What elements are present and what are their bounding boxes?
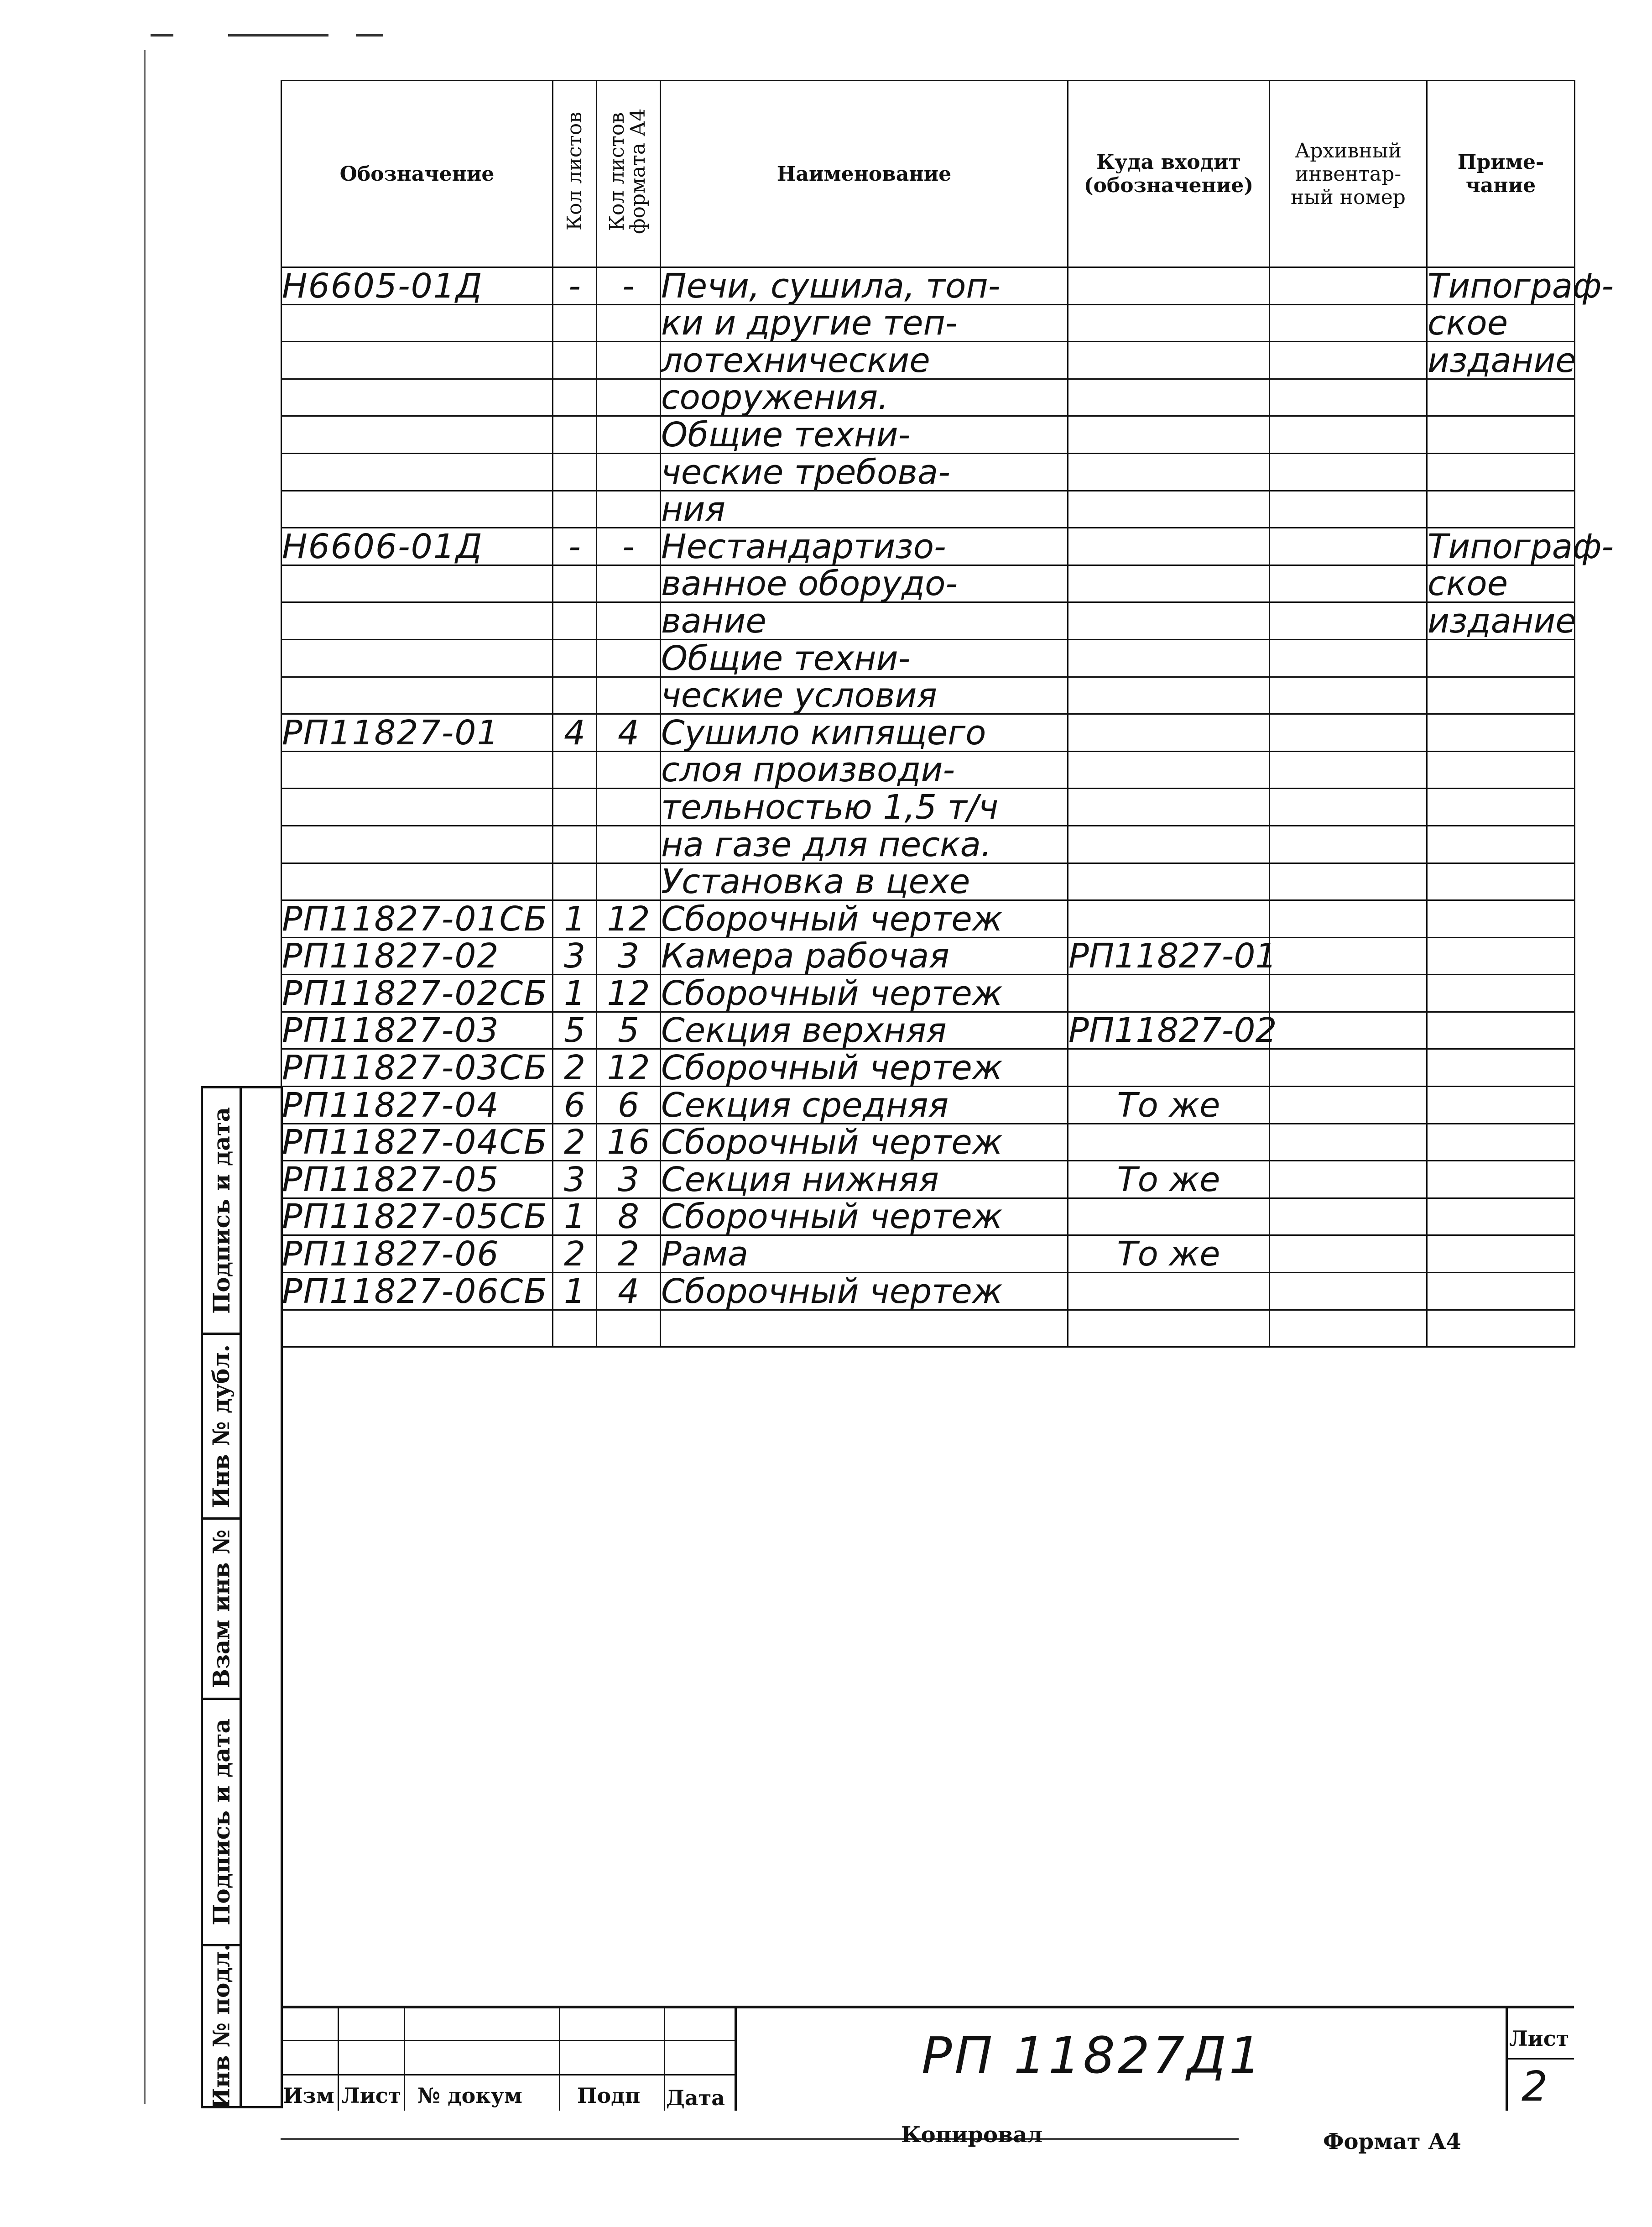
col-sheets-a4: Кол листов формата А4 (597, 81, 661, 267)
row-designation (281, 1310, 553, 1347)
row-designation: РП11827-03СБ (281, 1049, 553, 1087)
row-sheets-count (553, 565, 597, 602)
row-note (1427, 1310, 1575, 1347)
row-archive-number (1270, 416, 1427, 454)
row-archive-number (1270, 1198, 1427, 1235)
stamp-column-inner (240, 1086, 283, 2108)
row-name: ванное оборудо- (661, 565, 1068, 602)
row-sheets-count: 1 (553, 1273, 597, 1310)
document-code: РП 11827Д1 (922, 2026, 1264, 2085)
row-note (1427, 1273, 1575, 1310)
row-name: Сборочный чертеж (661, 975, 1068, 1012)
row-note (1427, 379, 1575, 416)
row-designation (281, 416, 553, 454)
row-archive-number (1270, 975, 1427, 1012)
row-designation: РП11827-06 (281, 1235, 553, 1273)
col-note: Приме- чание (1427, 81, 1575, 267)
row-name (661, 1310, 1068, 1347)
row-archive-number (1270, 1049, 1427, 1087)
row-note (1427, 677, 1575, 714)
row-sheets-count (553, 826, 597, 863)
row-sheets-a4: 5 (597, 1012, 661, 1049)
row-designation: РП11827-03 (281, 1012, 553, 1049)
label-sheet: Лист (1509, 2026, 1569, 2051)
row-sheets-a4: - (597, 267, 661, 305)
col-name: Наименование (661, 81, 1068, 267)
row-goes-into (1068, 751, 1270, 789)
row-designation (281, 491, 553, 528)
row-designation (281, 751, 553, 789)
row-note: Типограф- (1428, 266, 1614, 306)
row-goes-into (1068, 602, 1270, 640)
row-note (1427, 453, 1575, 491)
row-sheets-a4 (597, 602, 661, 640)
title-block-v (559, 2006, 560, 2111)
row-goes-into (1068, 528, 1270, 565)
row-sheets-count (553, 304, 597, 342)
row-note (1427, 863, 1575, 900)
row-designation: РП11827-06СБ (281, 1273, 553, 1310)
row-designation (281, 863, 553, 900)
row-note: издание (1428, 340, 1576, 380)
table-row (281, 639, 1575, 677)
row-sheets-count (553, 416, 597, 454)
row-archive-number (1270, 937, 1427, 975)
row-goes-into (1068, 975, 1270, 1012)
row-goes-into: То же (1068, 1235, 1270, 1273)
row-sheets-a4 (597, 863, 661, 900)
row-note: Типограф- (1428, 527, 1614, 566)
row-goes-into (1068, 565, 1270, 602)
row-designation: РП11827-05 (281, 1161, 553, 1198)
stamp-original-inv: Инв № подл. (201, 1944, 242, 2108)
row-sheets-a4: 4 (597, 1273, 661, 1310)
table-row (281, 304, 1575, 342)
row-sheets-a4 (597, 677, 661, 714)
row-goes-into: РП11827-01 (1068, 936, 1277, 976)
row-sheets-count: - (553, 528, 597, 565)
row-designation (281, 602, 553, 640)
row-note (1427, 1012, 1575, 1049)
row-sheets-count (553, 789, 597, 826)
label-sign: Подп (577, 2083, 641, 2108)
row-sheets-count (553, 491, 597, 528)
row-archive-number (1270, 1273, 1427, 1310)
row-archive-number (1270, 528, 1427, 565)
row-sheets-count: 2 (553, 1235, 597, 1273)
row-goes-into (1068, 416, 1270, 454)
row-goes-into: То же (1068, 1087, 1270, 1124)
row-sheets-a4: 4 (597, 714, 661, 752)
row-note (1427, 1161, 1575, 1198)
table-row (281, 1012, 1575, 1049)
table-row (281, 1235, 1575, 1273)
row-sheets-a4 (597, 453, 661, 491)
col-goes-into: Куда входит (обозначение) (1068, 81, 1270, 267)
row-goes-into (1068, 342, 1270, 379)
row-sheets-a4 (597, 751, 661, 789)
row-archive-number (1270, 677, 1427, 714)
row-sheets-a4: 3 (597, 937, 661, 975)
row-name: лотехнические (661, 342, 1068, 379)
row-name: Рама (661, 1235, 1068, 1273)
row-name: Сборочный чертеж (661, 900, 1068, 938)
row-sheets-count: 2 (553, 1049, 597, 1087)
table-row (281, 826, 1575, 863)
top-mark (151, 34, 173, 37)
row-sheets-count (553, 677, 597, 714)
row-sheets-a4 (597, 416, 661, 454)
row-archive-number (1270, 1012, 1427, 1049)
row-sheets-a4 (597, 639, 661, 677)
row-note (1427, 1235, 1575, 1273)
label-izm: Изм (283, 2083, 334, 2108)
row-archive-number (1270, 1161, 1427, 1198)
row-note (1427, 1124, 1575, 1161)
row-note (1427, 789, 1575, 826)
row-note (1427, 751, 1575, 789)
row-archive-number (1270, 863, 1427, 900)
row-sheets-count (553, 1310, 597, 1347)
table-row (281, 975, 1575, 1012)
row-designation (281, 826, 553, 863)
col-designation: Обозначение (281, 81, 553, 267)
row-archive-number (1270, 565, 1427, 602)
row-designation (281, 342, 553, 379)
footer-format: Формат А4 (1323, 2129, 1461, 2154)
row-note (1427, 900, 1575, 938)
row-designation: РП11827-01 (281, 714, 553, 752)
row-name: ки и другие теп- (661, 304, 1068, 342)
row-name: Сборочный чертеж (661, 1124, 1068, 1161)
row-archive-number (1270, 1235, 1427, 1273)
row-goes-into (1068, 826, 1270, 863)
title-block-sheet-row (1506, 2058, 1574, 2060)
row-name: Печи, сушила, топ- (661, 267, 1068, 305)
row-name: Камера рабочая (661, 937, 1068, 975)
row-note (1427, 937, 1575, 975)
table-row (281, 677, 1575, 714)
table-row (281, 453, 1575, 491)
row-note (1427, 1087, 1575, 1124)
row-name: Сборочный чертеж (661, 1049, 1068, 1087)
table-row (281, 416, 1575, 454)
footer-rule (281, 2138, 1239, 2140)
label-date: Дата (666, 2086, 725, 2110)
row-sheets-a4: 12 (597, 900, 661, 938)
row-sheets-a4: 6 (597, 1087, 661, 1124)
table-row (281, 751, 1575, 789)
row-sheets-a4 (597, 789, 661, 826)
row-designation: РП11827-02 (281, 937, 553, 975)
top-mark (356, 34, 383, 37)
row-goes-into (1068, 789, 1270, 826)
row-sheets-a4 (597, 342, 661, 379)
row-goes-into (1068, 304, 1270, 342)
row-name: сооружения. (661, 379, 1068, 416)
row-sheets-count (553, 751, 597, 789)
table-row (281, 1310, 1575, 1347)
specification-table (281, 80, 1614, 1348)
col-sheets-count: Кол листов (553, 81, 597, 267)
row-sheets-count (553, 602, 597, 640)
row-sheets-count (553, 453, 597, 491)
table-row (281, 789, 1575, 826)
row-sheets-a4: 12 (597, 1049, 661, 1087)
sheet-number: 2 (1522, 2063, 1548, 2111)
row-sheets-a4 (597, 379, 661, 416)
row-note (1427, 826, 1575, 863)
table-row (281, 602, 1575, 640)
row-name: Секция нижняя (661, 1161, 1068, 1198)
row-designation: РП11827-04СБ (281, 1124, 553, 1161)
table-row (281, 528, 1575, 565)
row-goes-into: РП11827-02 (1068, 1011, 1277, 1051)
row-goes-into (1068, 1310, 1270, 1347)
label-list: Лист (341, 2083, 401, 2108)
row-goes-into (1068, 1049, 1270, 1087)
row-name: ния (661, 491, 1068, 528)
row-sheets-a4 (597, 826, 661, 863)
row-goes-into (1068, 453, 1270, 491)
row-sheets-count (553, 342, 597, 379)
row-goes-into (1068, 1124, 1270, 1161)
row-designation: РП11827-04 (281, 1087, 553, 1124)
row-sheets-count: - (553, 267, 597, 305)
row-sheets-a4 (597, 1310, 661, 1347)
row-designation: Н6606-01Д (281, 528, 553, 565)
table-row (281, 379, 1575, 416)
row-archive-number (1270, 900, 1427, 938)
table-row (281, 1198, 1575, 1235)
table-row (281, 900, 1575, 938)
row-name: ческие требова- (661, 453, 1068, 491)
row-sheets-count (553, 863, 597, 900)
row-archive-number (1270, 602, 1427, 640)
row-goes-into (1068, 639, 1270, 677)
row-name: Секция средняя (661, 1087, 1068, 1124)
col-archive-number: Архивный инвентар- ный номер (1270, 81, 1427, 267)
row-designation (281, 789, 553, 826)
row-sheets-count: 6 (553, 1087, 597, 1124)
row-note (1427, 714, 1575, 752)
title-block-v (404, 2006, 405, 2111)
row-archive-number (1270, 342, 1427, 379)
row-designation (281, 639, 553, 677)
stamp-signature-date: Подпись и дата (201, 1086, 242, 1335)
row-name: тельностью 1,5 т/ч (661, 789, 1068, 826)
row-note (1427, 639, 1575, 677)
row-goes-into (1068, 863, 1270, 900)
row-sheets-a4: 12 (597, 975, 661, 1012)
row-archive-number (1270, 1087, 1427, 1124)
row-designation (281, 453, 553, 491)
row-goes-into (1068, 1198, 1270, 1235)
row-sheets-count (553, 639, 597, 677)
table-row (281, 1124, 1575, 1161)
row-note (1427, 1049, 1575, 1087)
title-block-row (281, 2040, 735, 2041)
row-archive-number (1270, 453, 1427, 491)
row-note (1427, 1198, 1575, 1235)
row-sheets-count: 1 (553, 975, 597, 1012)
row-sheets-count: 1 (553, 900, 597, 938)
row-designation (281, 677, 553, 714)
table-row (281, 863, 1575, 900)
row-sheets-a4 (597, 491, 661, 528)
row-goes-into (1068, 677, 1270, 714)
stamp-dup-inv: Инв № дубл. (201, 1333, 242, 1520)
table-row (281, 937, 1575, 975)
row-archive-number (1270, 267, 1427, 305)
row-name: на газе для песка. (661, 826, 1068, 863)
row-archive-number (1270, 304, 1427, 342)
row-name: Установка в цехе (661, 863, 1068, 900)
row-sheets-a4 (597, 565, 661, 602)
row-name: вание (661, 602, 1068, 640)
row-archive-number (1270, 379, 1427, 416)
row-goes-into (1068, 714, 1270, 752)
row-archive-number (1270, 789, 1427, 826)
row-sheets-a4: - (597, 528, 661, 565)
row-archive-number (1270, 639, 1427, 677)
row-name: Сборочный чертеж (661, 1198, 1068, 1235)
row-archive-number (1270, 751, 1427, 789)
row-goes-into (1068, 267, 1270, 305)
title-block-v (735, 2006, 737, 2111)
row-designation: РП11827-02СБ (281, 975, 553, 1012)
title-block-top (281, 2006, 1574, 2008)
row-goes-into (1068, 900, 1270, 938)
row-archive-number (1270, 826, 1427, 863)
label-doc-no: № докум (417, 2083, 522, 2108)
table-row (281, 565, 1575, 602)
row-goes-into (1068, 379, 1270, 416)
row-sheets-count (553, 379, 597, 416)
row-sheets-a4: 8 (597, 1198, 661, 1235)
row-designation (281, 379, 553, 416)
row-name: Сборочный чертеж (661, 1273, 1068, 1310)
row-sheets-a4: 16 (597, 1124, 661, 1161)
row-name: Нестандартизо- (661, 528, 1068, 565)
row-sheets-count: 1 (553, 1198, 597, 1235)
row-goes-into: То же (1068, 1161, 1270, 1198)
row-sheets-a4: 2 (597, 1235, 661, 1273)
row-designation: РП11827-05СБ (281, 1198, 553, 1235)
row-name: ческие условия (661, 677, 1068, 714)
table-row (281, 267, 1575, 305)
row-archive-number (1270, 1124, 1427, 1161)
row-designation (281, 304, 553, 342)
table-header-row (281, 81, 1575, 267)
row-designation: РП11827-01СБ (281, 900, 553, 938)
row-designation (281, 565, 553, 602)
row-archive-number (1270, 491, 1427, 528)
row-sheets-count: 3 (553, 1161, 597, 1198)
footer-copied: Копировал (901, 2122, 1043, 2148)
row-archive-number (1270, 1310, 1427, 1347)
row-goes-into (1068, 491, 1270, 528)
row-sheets-count: 5 (553, 1012, 597, 1049)
table-row (281, 1087, 1575, 1124)
row-note (1427, 491, 1575, 528)
row-name: Секция верхняя (661, 1012, 1068, 1049)
row-note (1427, 975, 1575, 1012)
row-sheets-a4: 3 (597, 1161, 661, 1198)
row-note: ское (1427, 565, 1575, 602)
table-row (281, 1273, 1575, 1310)
stamp-signature-date-2: Подпись и дата (201, 1698, 242, 1946)
table-row (281, 491, 1575, 528)
stamp-replace-inv: Взам инв № (201, 1517, 242, 1700)
row-name: Сушило кипящего (661, 714, 1068, 752)
binding-margin-line (144, 50, 146, 2104)
table-row (281, 1049, 1575, 1087)
row-name: Общие техни- (661, 416, 1068, 454)
row-name: слоя производи- (661, 751, 1068, 789)
row-note (1427, 416, 1575, 454)
row-note: издание (1428, 601, 1576, 641)
row-goes-into (1068, 1273, 1270, 1310)
row-designation: Н6605-01Д (281, 267, 553, 305)
row-name: Общие техни- (661, 639, 1068, 677)
row-archive-number (1270, 714, 1427, 752)
row-sheets-count: 3 (553, 937, 597, 975)
title-block-v (338, 2006, 339, 2111)
top-mark (228, 34, 328, 37)
title-block-v (664, 2006, 665, 2111)
row-sheets-count: 2 (553, 1124, 597, 1161)
row-sheets-count: 4 (553, 714, 597, 752)
table-row (281, 342, 1575, 379)
row-sheets-a4 (597, 304, 661, 342)
table-row (281, 714, 1575, 752)
title-block-row (281, 2074, 735, 2075)
table-row (281, 1161, 1575, 1198)
row-note: ское (1427, 304, 1575, 342)
